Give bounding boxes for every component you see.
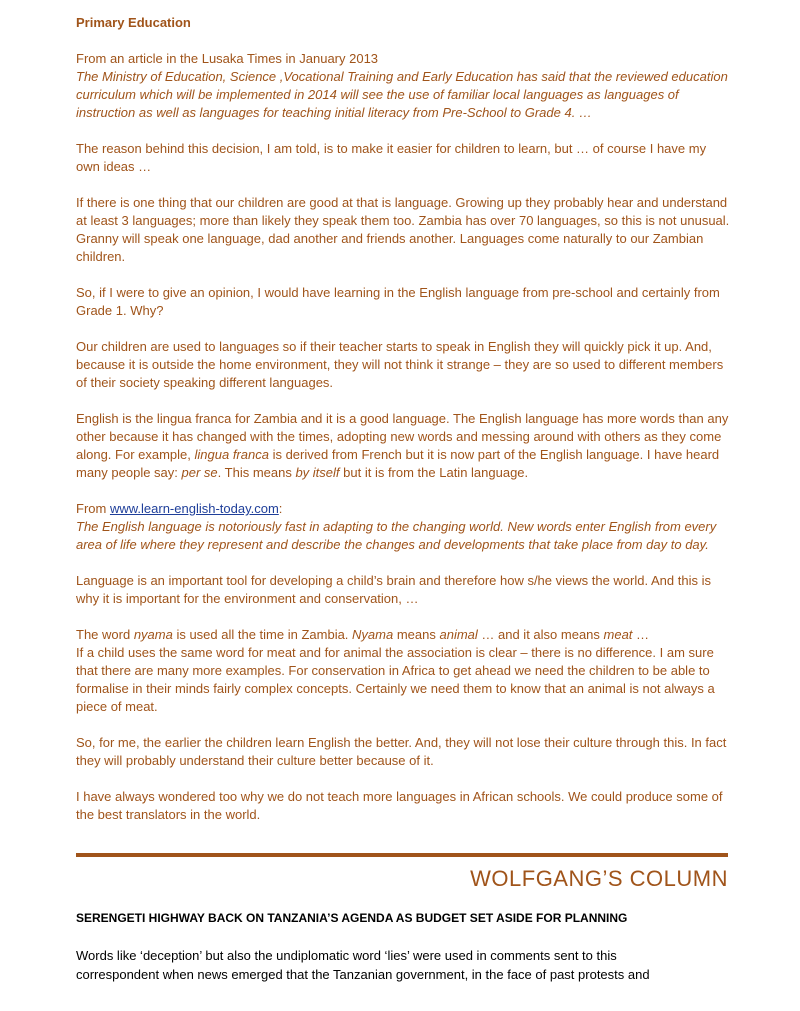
paragraph-learn-english — [76, 500, 730, 554]
text: : — [278, 501, 283, 516]
nyama-line — [76, 626, 730, 644]
paragraph-source — [76, 50, 730, 122]
section-heading: Primary Education — [76, 15, 191, 30]
ministry-quote: The Ministry of Education, Science ,Vocational Training and Early Education has said that the reviewed education curriculum which will be implemented in 2014 will see the use of familiar local languages as languages of instruction as well as languages for teaching initial literacy from Pre-School to Grade 4. … — [76, 69, 728, 120]
section-divider — [76, 853, 728, 857]
paragraph-translators: I have always wondered too why we do not teach more languages in African schools. We could produce some of the best translators in the world. — [76, 789, 723, 822]
text: is used all the time in Zambia. — [172, 627, 353, 642]
emphasis: Nyama — [352, 627, 394, 642]
news-headline: SERENGETI HIGHWAY BACK ON TANZANIA’S AGENDA AS BUDGET SET ASIDE FOR PLANNING — [76, 911, 628, 925]
paragraph-children: Our children are used to languages so if their teacher starts to speak in English they will quickly pick it up. And, because it is outside the home environment, they will not think it strange – they are so used to different members of their society speaking different languages. — [76, 339, 724, 390]
text: The word — [76, 627, 134, 642]
column-title: WOLFGANG’S COLUMN — [470, 866, 728, 891]
news-body — [76, 946, 736, 984]
emphasis: lingua franca — [194, 447, 269, 462]
text: is derived from French but it is now part of the English language. I have heard many people say: — [76, 447, 720, 480]
text: English is the lingua franca for Zambia and it is a good language. The English language has more words than any other because it has changed with the times, adopting new words and messing around with others as they come along. For example, — [76, 411, 729, 462]
source-link[interactable]: www.learn-english-today.com — [109, 501, 279, 516]
emphasis: by itself — [295, 465, 340, 480]
paragraph-conclusion: So, for me, the earlier the children learn English the better. And, they will not lose their culture through this. In fact they will probably understand their culture better because of it. — [76, 735, 727, 768]
emphasis: nyama — [133, 627, 173, 642]
text: means — [393, 627, 440, 642]
paragraph-languages: If there is one thing that our children are good at that is language. Growing up they probably hear and understand at least 3 languages; more than likely they speak them too. Zambia has over 70 languages, so this is not unusual. Granny will speak one language, dad another and friends another. Languages come naturally to our Zambian children. — [76, 195, 730, 264]
text: . This means — [217, 465, 296, 480]
paragraph-nyama — [76, 626, 730, 716]
learn-english-quote: The English language is notoriously fast in adapting to the changing world. New words enter English from every area of life where they represent and describe the changes and developments that take place from day to day. — [76, 519, 717, 552]
text: If a child uses the same word for meat and for animal the association is clear – there is no difference. I am sure that there are many more examples. For conservation in Africa to get ahead we need the children to be able to formalise in their minds fairly complex concepts. Certainly we need them to know that an animal is not always a piece of meat. — [76, 645, 715, 714]
text: From — [76, 501, 110, 516]
paragraph-lingua-franca — [76, 410, 730, 482]
news-line: Words like ‘deception’ but also the undiplomatic word ‘lies’ were used in comments sent to this — [76, 948, 617, 963]
text: but it is from the Latin language. — [339, 465, 529, 480]
text: … — [632, 627, 650, 642]
emphasis: meat — [603, 627, 633, 642]
news-line: correspondent when news emerged that the Tanzanian government, in the face of past protests and — [76, 967, 650, 982]
source-line: From an article in the Lusaka Times in January 2013 — [76, 51, 379, 66]
text: … and it also means — [477, 627, 604, 642]
paragraph-brain: Language is an important tool for developing a child’s brain and therefore how s/he views the world. And this is why it is important for the environment and conservation, … — [76, 573, 711, 606]
emphasis: per se — [181, 465, 218, 480]
emphasis: animal — [439, 627, 478, 642]
paragraph-reason: The reason behind this decision, I am told, is to make it easier for children to learn, but … of course I have my own ideas … — [76, 141, 707, 174]
source-line — [76, 500, 730, 518]
paragraph-opinion: So, if I were to give an opinion, I would have learning in the English language from pre-school and certainly from Grade 1. Why? — [76, 285, 720, 318]
